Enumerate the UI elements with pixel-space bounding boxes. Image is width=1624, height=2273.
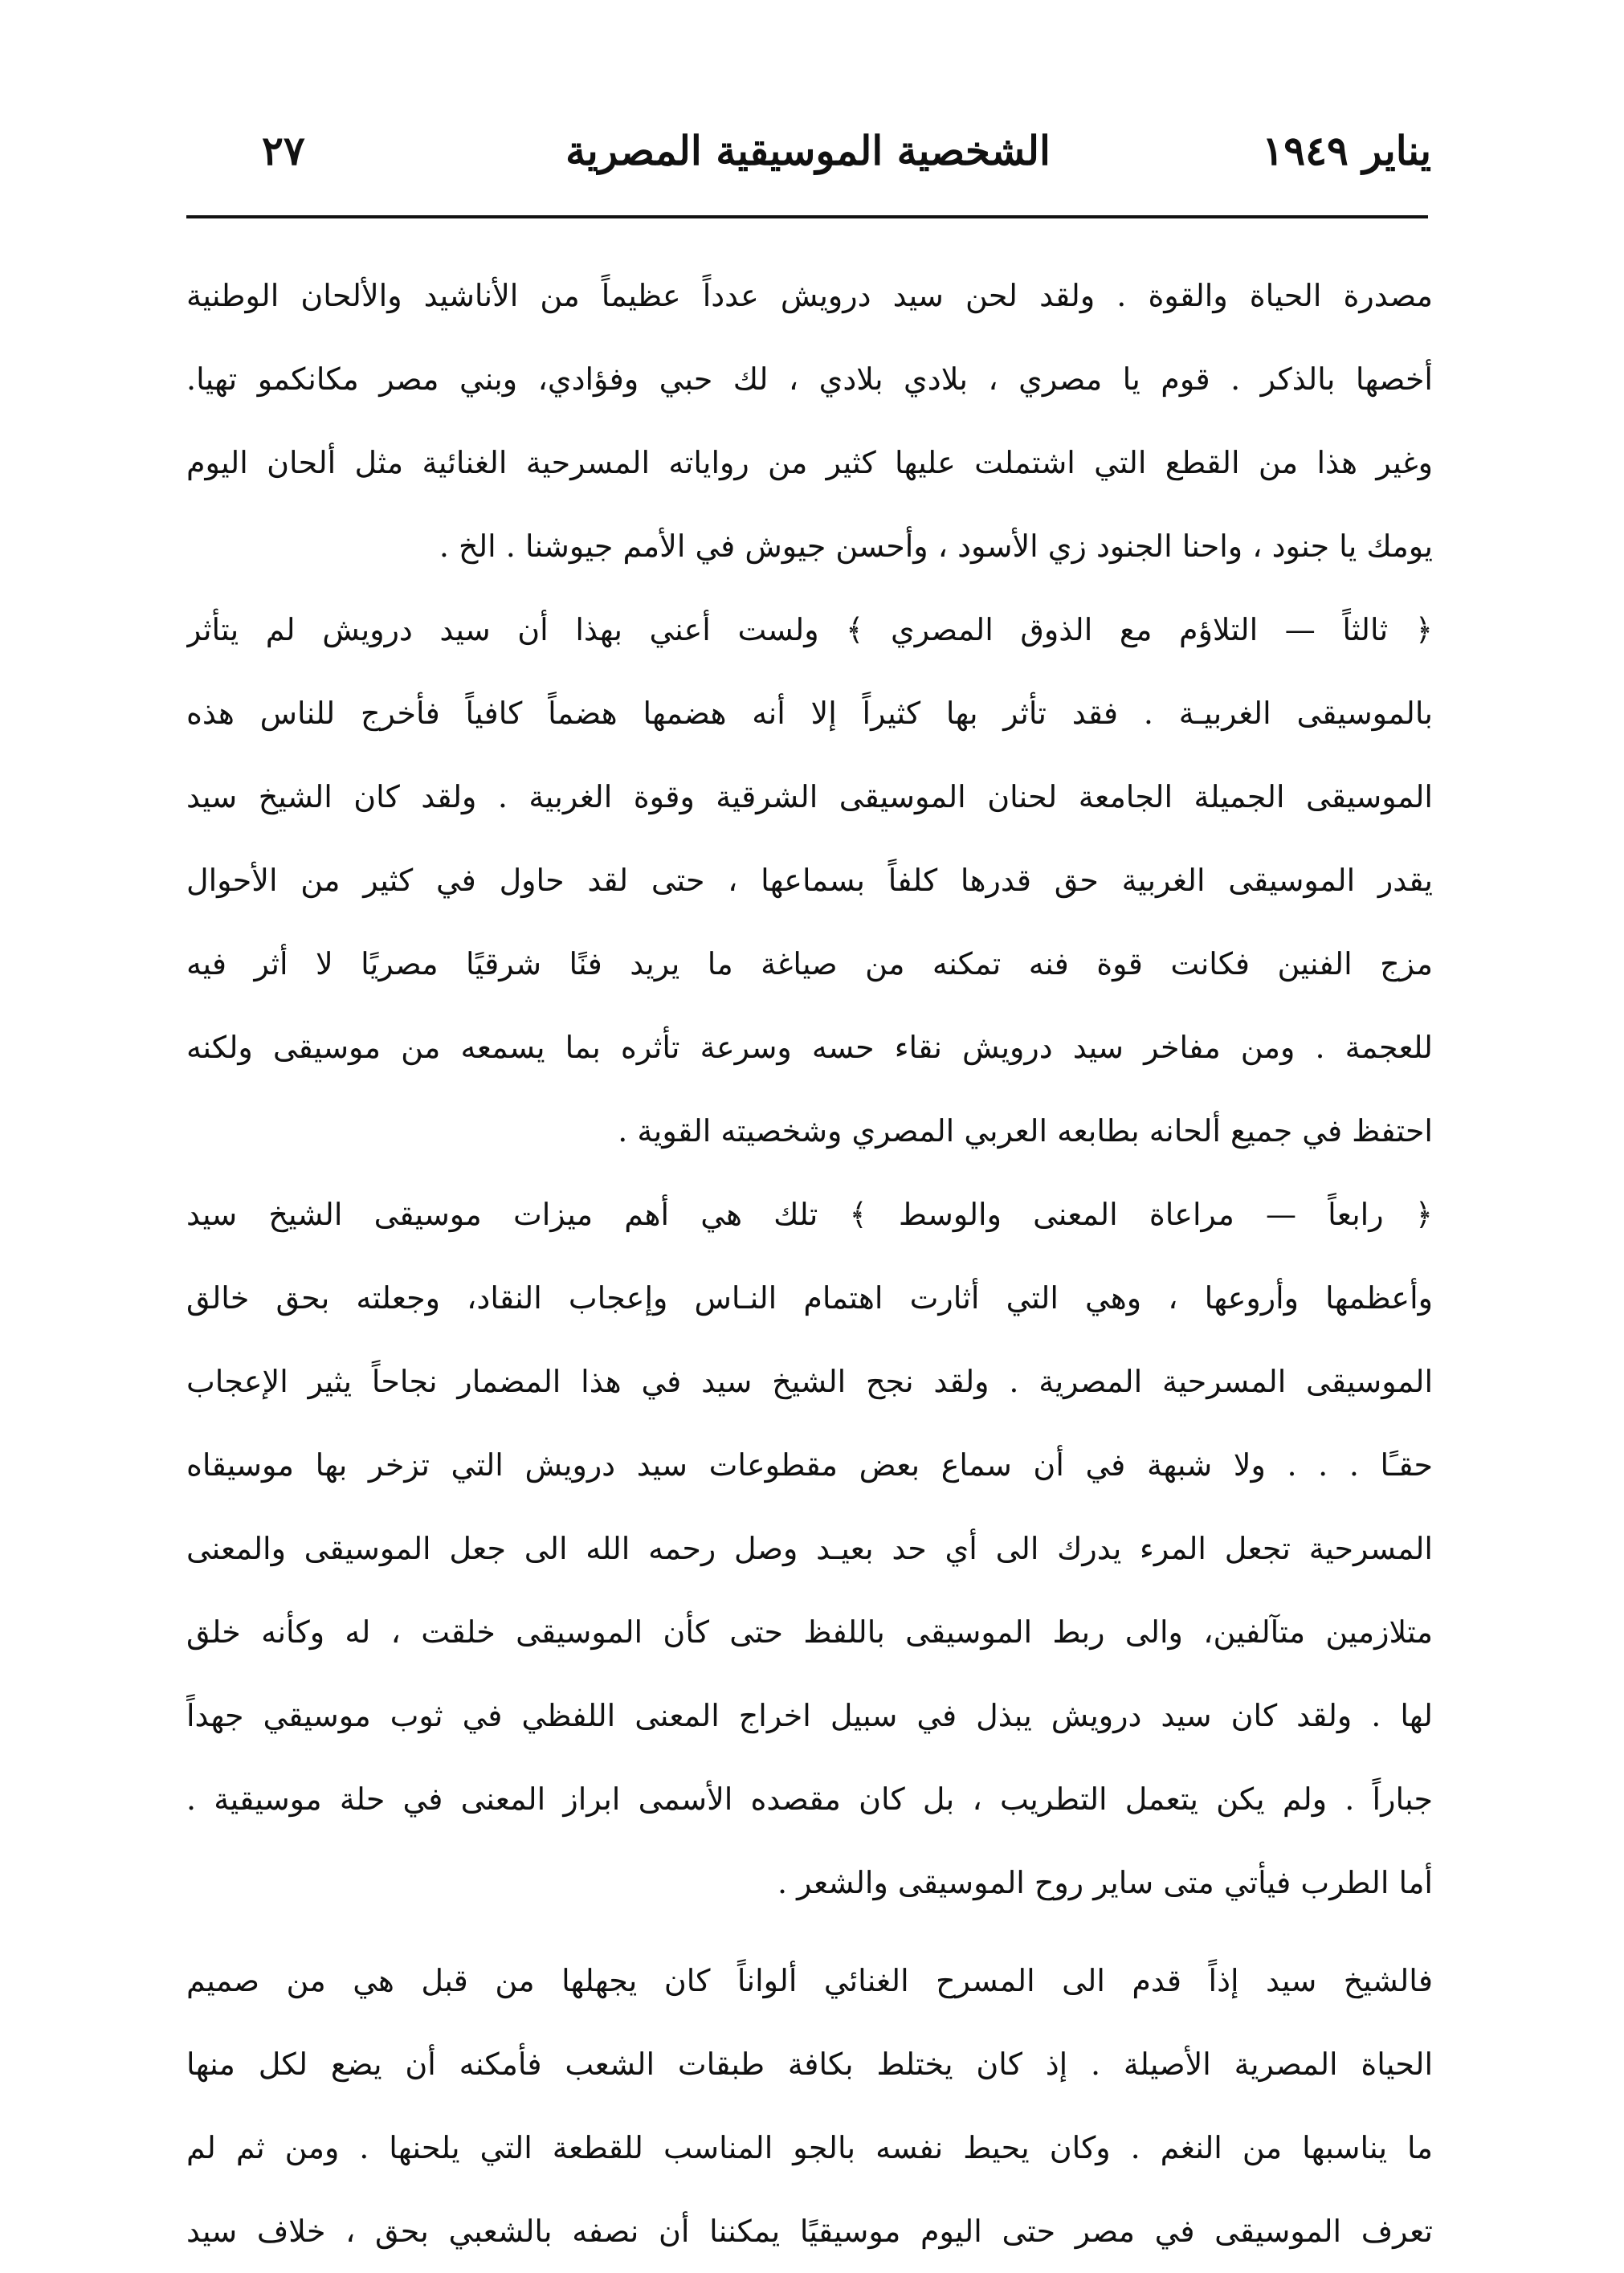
header-rule [186, 215, 1428, 218]
text-line: المسرحية تجعل المرء يدرك الى أي حد بعيـد وصل رحمه الله الى جعل الموسيقى والمعنى [186, 1531, 1433, 1566]
text-line: ﴿ رابعاً — مراعاة المعنى والوسط ﴾ تلك هي أهم ميزات موسيقى الشيخ سيد [186, 1197, 1433, 1232]
header-date: يناير ١٩٤٩ [1262, 127, 1431, 174]
paragraph-spacer [186, 1924, 1433, 1939]
article-body [186, 254, 1433, 2273]
text-line: أما الطرب فيأتي متى ساير روح الموسيقى والشعر . [777, 1865, 1433, 1900]
text-line: مصدرة الحياة والقوة . ولقد لحن سيد درويش عدداً عظيماً من الأناشيد والألحان الوطنية [186, 278, 1433, 313]
text-line: مزج الفنين فكانت قوة فنه تمكنه من صياغة ما يريد فنًا شرقيًا مصريًا لا أثر فيه [186, 946, 1433, 981]
text-line: وأعظمها وأروعها ، وهي التي أثارت اهتمام النـاس وإعجاب النقاد، وجعلته بحق خالق [186, 1280, 1433, 1316]
text-line: الموسيقى المسرحية المصرية . ولقد نجح الشيخ سيد في هذا المضمار نجاحاً يثير الإعجاب [186, 1364, 1433, 1399]
text-line: يقدر الموسيقى الغربية حق قدرها كلفاً بسماعها ، حتى لقد حاول في كثير من الأحوال [186, 863, 1433, 898]
text-line: لها . ولقد كان سيد درويش يبذل في سبيل اخراج المعنى اللفظي في ثوب موسيقي جهداً [186, 1698, 1433, 1733]
text-line: الموسيقى الجميلة الجامعة لحنان الموسيقى الشرقية وقوة الغربية . ولقد كان الشيخ سيد [186, 779, 1433, 814]
text-line: احتفظ في جميع ألحانه بطابعه العربي المصري وشخصيته القوية . [618, 1113, 1433, 1149]
text-line: أخصها بالذكر . قوم يا مصري ، بلادي بلادي ، لك حبي وفؤادي، وبني مصر مكانكمو تهيا. [186, 361, 1433, 397]
text-line: جباراً . ولم يكن يتعمل التطريب ، بل كان مقصده الأسمى ابراز المعنى في حلة موسيقية . [186, 1781, 1433, 1817]
text-line: ما يناسبها من النغم . وكان يحيط نفسه بالجو المناسب للقطعة التي يلحنها . ومن ثم لم [186, 2130, 1433, 2165]
text-line: الحياة المصرية الأصيلة . إذ كان يختلط بكافة طبقات الشعب فأمكنه أن يضع لكل منها [186, 2047, 1433, 2082]
text-line: بالموسيقى الغربيـة . فقد تأثر بها كثيراً إلا أنه هضمها هضماً كافياً فأخرج للناس هذه [186, 696, 1433, 731]
paragraph-3 [186, 1173, 1433, 1924]
text-line: وغير هذا من القطع التي اشتملت عليها كثير من رواياته المسرحية الغنائية مثل ألحان اليوم [186, 445, 1433, 480]
paragraph-2 [186, 588, 1433, 1173]
paragraph-1 [186, 254, 1433, 588]
page-header [185, 119, 1431, 183]
text-line: للعجمة . ومن مفاخر سيد درويش نقاء حسه وسرعة تأثره بما يسمعه من موسيقى ولكنه [186, 1030, 1433, 1065]
text-line: فالشيخ سيد إذاً قدم الى المسرح الغنائي ألواناً كان يجهلها من قبل هي من صميم [186, 1963, 1433, 1998]
text-line: ﴿ ثالثاً — التلاؤم مع الذوق المصري ﴾ ولست أعني بهذا أن سيد درويش لم يتأثر [186, 612, 1433, 647]
header-running-title: الشخصية الموسيقية المصرية [565, 127, 1051, 174]
text-line: حقـًا . . . ولا شبهة في أن سماع بعض مقطوعات سيد درويش التي تزخر بها موسيقاه [186, 1447, 1433, 1483]
paragraph-4 [186, 1939, 1433, 2273]
text-line: يومك يا جنود ، واحنا الجنود زي الأسود ، وأحسن جيوش في الأمم جيوشنا . الخ . [439, 528, 1433, 564]
text-line: تعرف الموسيقى في مصر حتى اليوم موسيقيًا يمكننا أن نصفه بالشعبي بحق ، خلاف سيد [186, 2214, 1433, 2249]
page-number: ٢٧ [262, 127, 305, 174]
text-line: متلازمين متآلفين، والى ربط الموسيقى باللفظ حتى كأن الموسيقى خلقت ، له وكأنه خلق [186, 1614, 1433, 1650]
